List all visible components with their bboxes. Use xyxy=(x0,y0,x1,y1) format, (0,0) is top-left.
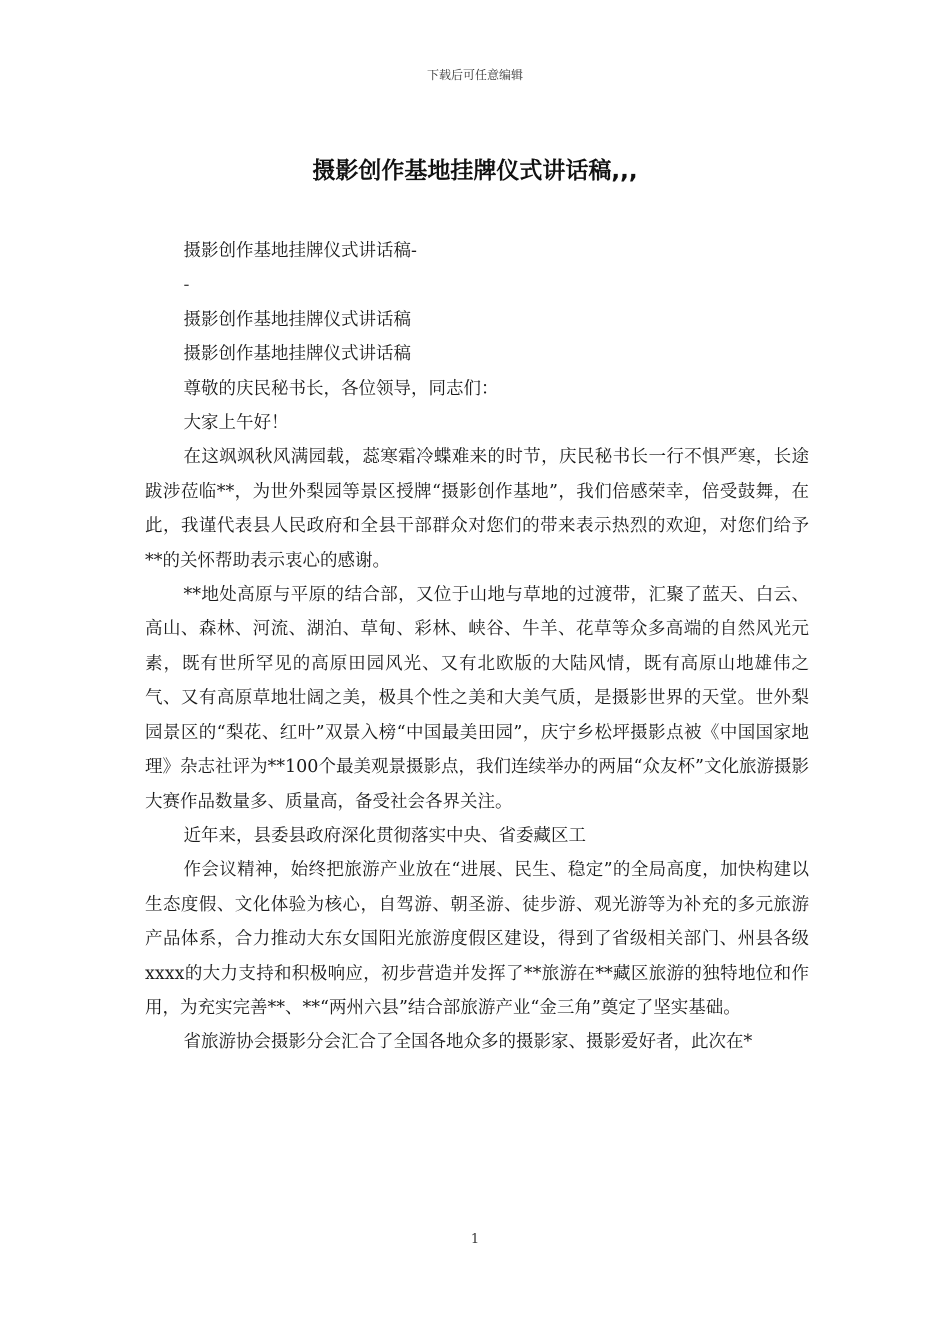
paragraph-scenery: **地处高原与平原的结合部，又位于山地与草地的过渡带，汇聚了蓝天、白云、高山、森林、河流、湖泊、草甸、彩林、峡谷、牛羊、花草等众多高端的自然风光元素，既有世所罕见的高原田园风光、又有北欧版的大陆风情，既有高原山地雄伟之气、又有高原草地壮阔之美，极具个性之美和大美气质，是摄影世界的天堂。世外梨园景区的“梨花、红叶”双景入榜“中国最美田园”，庆宁乡松坪摄影点被《中国国家地理》杂志社评为**100个最美观景摄影点，我们连续举办的两届“众友杯”文化旅游摄影大赛作品数量多、质量高，备受社会各界关注。 xyxy=(145,585,809,812)
paragraph-dash: - xyxy=(183,275,190,296)
document-title: 摄影创作基地挂牌仪式讲话稿,,, xyxy=(312,158,638,184)
paragraph-welcome: 在这飒飒秋风满园载，蕊寒霜冷蝶难来的时节，庆民秘书长一行不惧严寒，长途跋涉莅临**，为世外梨园等景区授牌“摄影创作基地”，我们倍感荣幸，倍受鼓舞，在此，我谨代表县人民政府和全县干部群众对您们的带来表示热烈的欢迎，对您们给予**的关怀帮助表示衷心的感谢。 xyxy=(145,447,809,571)
paragraph-recent-years: 近年来，县委县政府深化贯彻落实中央、省委藏区工 xyxy=(183,825,586,846)
paragraph-association: 省旅游协会摄影分会汇合了全国各地众多的摄影家、摄影爱好者，此次在* xyxy=(183,1032,753,1053)
paragraph-heading-2: 摄影创作基地挂牌仪式讲话稿 xyxy=(183,344,411,365)
paragraph-greeting: 大家上午好！ xyxy=(183,413,289,434)
paragraph-subtitle: 摄影创作基地挂牌仪式讲话稿- xyxy=(183,241,417,261)
page-number: 1 xyxy=(470,1232,480,1247)
page-header: 下载后可任意编辑 xyxy=(426,68,523,82)
paragraph-salutation: 尊敬的庆民秘书长，各位领导，同志们： xyxy=(183,378,499,399)
paragraph-heading-1: 摄影创作基地挂牌仪式讲话稿 xyxy=(183,309,411,330)
document-body xyxy=(145,234,809,1060)
paragraph-meeting-spirit: 作会议精神，始终把旅游产业放在“进展、民生、稳定”的全局高度，加快构建以生态度假、文化体验为核心，自驾游、朝圣游、徒步游、观光游等为补充的多元旅游产品体系，合力推动大东女国阳光旅游度假区建设，得到了省级相关部门、州县各级xxxx的大力支持和积极响应，初步营造并发挥了**旅游在**藏区旅游的独特地位和作用，为充实完善**、**“两州六县”结合部旅游产业“金三角”奠定了坚实基础。 xyxy=(145,860,809,1018)
